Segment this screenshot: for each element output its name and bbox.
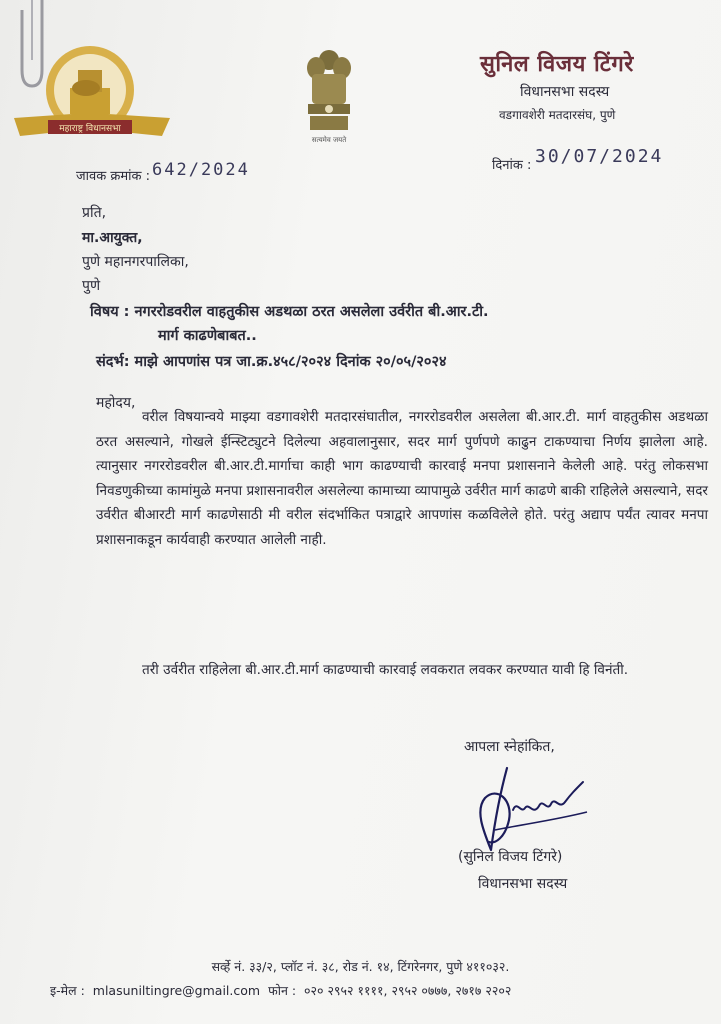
emblem-motto: सत्यमेव जयते [311,136,347,144]
national-emblem [300,44,358,150]
date-label: दिनांक : [492,158,532,173]
email-label: इ-मेल : [50,983,85,998]
outward-number-value: 642/2024 [152,160,250,180]
closing-regards: आपला स्नेहांकित, [464,739,555,755]
footer-address: सर्व्हे नं. ३३/२, प्लॉट नं. ३८, रोड नं. १४, टिंगरेनगर, पुणे ४११०३२. [211,959,510,974]
body-paragraph-2: तरी उर्वरीत राहिलेला बी.आर.टी.मार्ग काढण्याची कारवाई लवकरात लवकर करण्यात यावी हि विनंती. [142,662,629,678]
signatory-name: (सुनिल विजय टिंगरे) [458,849,563,865]
reference-line: संदर्भ: माझे आपणांस पत्र जा.क्र.४५८/२०२४ दिनांक २०/०५/२०२४ [96,354,447,370]
svg-text:महाराष्ट्र विधानसभा: महाराष्ट्र विधानसभा [59,124,121,134]
outward-number-label: जावक क्रमांक : [76,169,150,184]
recipient-line3: पुणे [82,278,101,294]
vidhan-sabha-logo-icon [12,40,172,140]
ashoka-lion-icon [300,44,358,136]
subject [90,300,690,348]
salutation: महोदय, [96,395,136,411]
recipient-prefix: प्रति, [82,205,107,221]
recipient-line1: मा.आयुक्त, [82,230,143,246]
letterhead-name: सुनिल विजय टिंगरे [480,52,634,77]
date-value: 30/07/2024 [535,146,664,167]
handwritten-signature [455,760,595,860]
subject-line2: मार्ग काढणेबाबत.. [158,328,257,344]
email-address[interactable]: mlasuniltingre@gmail.com [92,983,261,998]
body-paragraph-1: वरील विषयान्वये माझ्या वडगावशेरी मतदारसंघातील, नगररोडवरील असलेला बी.आर.टी. मार्ग वाहतुकीस अडथळा ठरत असल्याने, गोखले ईन्स्टिट्युटने दिलेल्या अहवालानुसार, सदर मार्ग पुर्णपणे काढुन टाकण्याचा निर्णय झालेला आहे. त्यानुसार नगररोडवरील बी.आर.टी.मार्गाचा काही भाग काढण्याची कारवाई मनपा प्रशासनाने केलेली आहे. परंतु लोकसभा निवडणुकीच्या कामांमुळे मनपा प्रशासनावरील असलेल्या कामाच्या व्यापामुळे उर्वरीत मार्ग काढणे बाकी राहिलेले असल्याने, सदर उर्वरीत बीआरटी मार्ग काढणेसाठी मी वरील संदर्भाकित पत्राद्वारे आपणांस कळविलेले होते. परंतु अद्याप पर्यंत त्यावर मनपा प्रशासनाकडून कार्यवाही करण्यात आलेली नाही. [96,409,708,548]
phone-label: फोन : [268,983,297,998]
phone-numbers: ०२० २९५२ ११११, २९५२ ०७७७, २७१७ २२०२ [304,983,512,998]
footer-contact [50,982,515,999]
letterhead-title: विधानसभा सदस्य [520,84,610,100]
recipient-line2: पुणे महानगरपालिका, [82,254,189,270]
signatory-title: विधानसभा सदस्य [478,876,568,892]
letterhead-constituency: वडगावशेरी मतदारसंघ, पुणे [499,108,616,122]
subject-line1: विषय : नगररोडवरील वाहतुकीस अडथळा ठरत असलेला उर्वरीत बी.आर.टी. [90,304,489,320]
